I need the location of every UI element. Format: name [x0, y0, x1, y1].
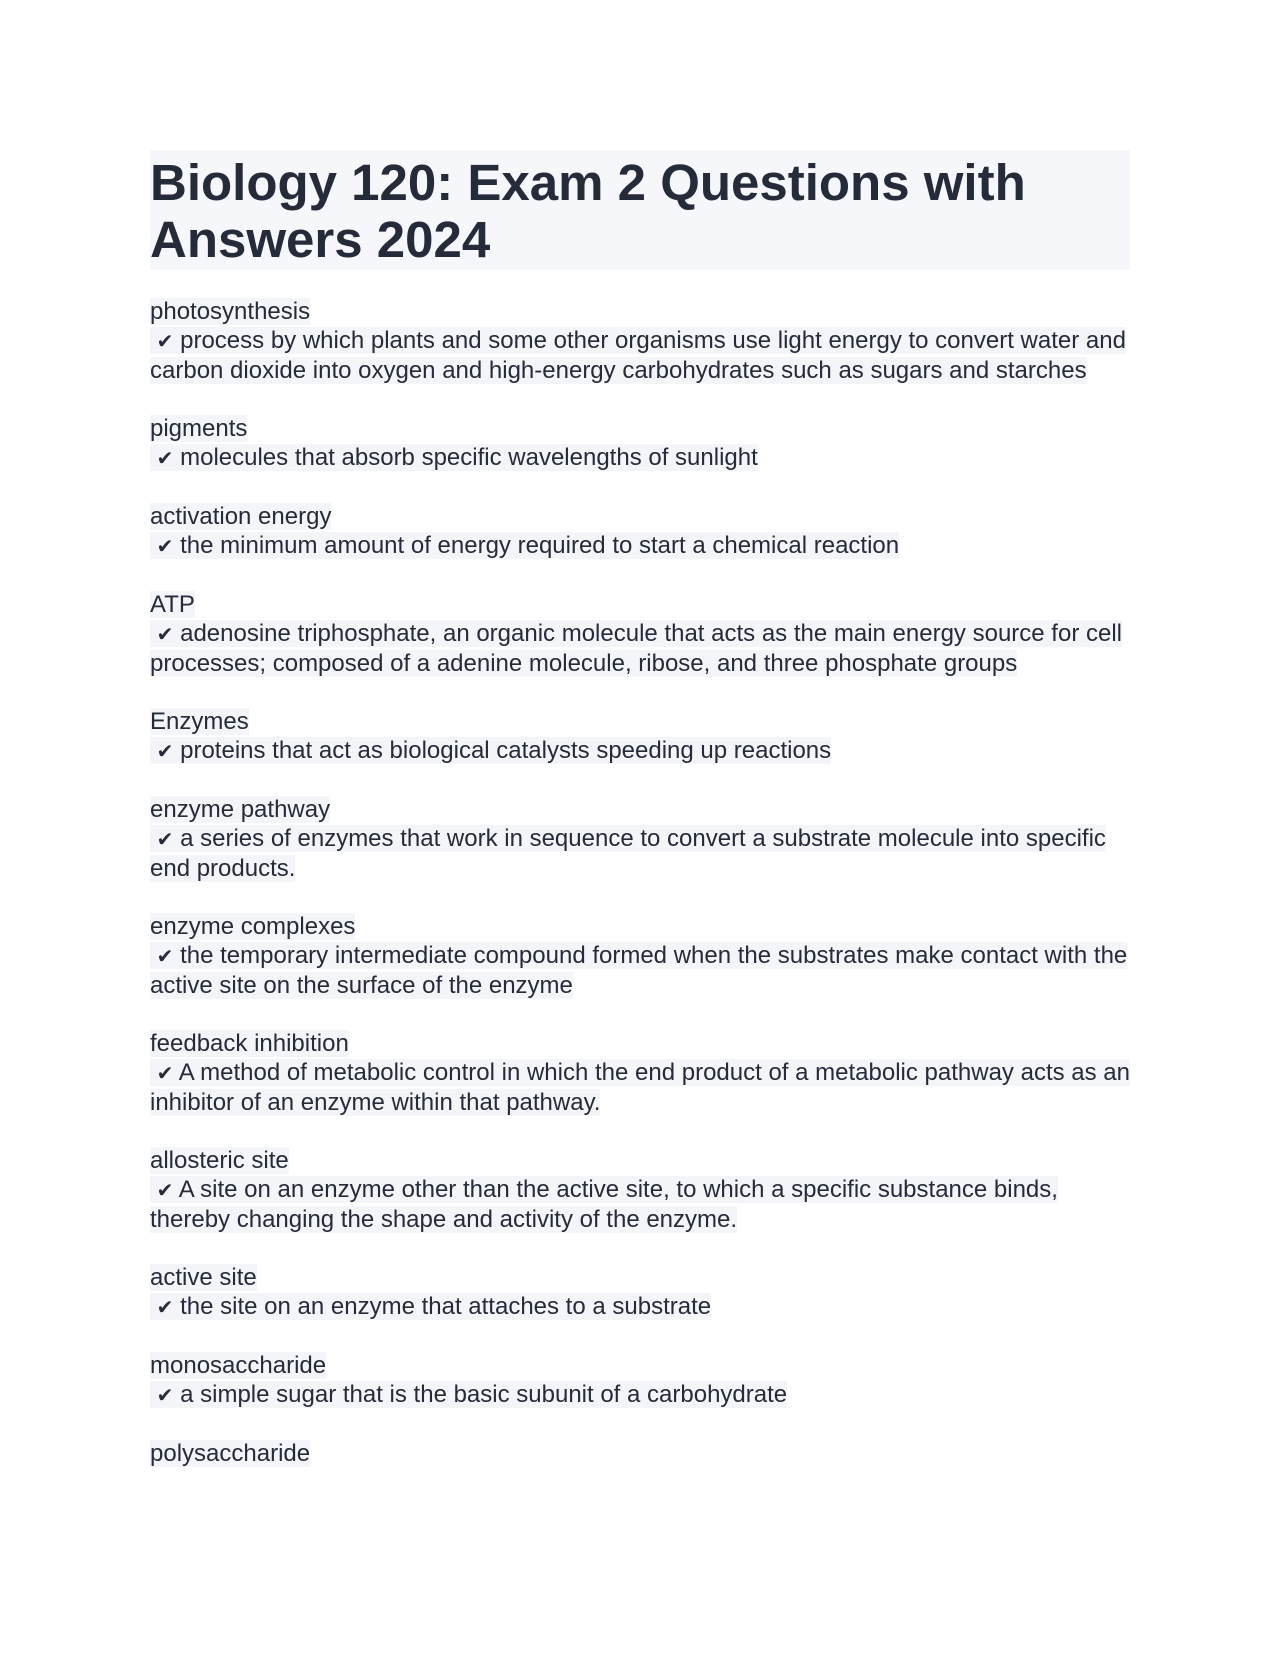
answer — [150, 1381, 787, 1408]
answer-text: the minimum amount of energy required to start a chemical reaction — [180, 532, 900, 559]
term: activation energy — [150, 503, 332, 530]
qa-item — [150, 1146, 1130, 1234]
qa-item — [150, 590, 1130, 678]
qa-item — [150, 297, 1130, 385]
check-icon: ✔ — [156, 1383, 174, 1407]
check-icon: ✔ — [156, 1061, 174, 1085]
answer — [150, 942, 1127, 999]
answer-text: A method of metabolic control in which the end product of a metabolic pathway acts as an inhibitor of an enzyme within that pathway. — [150, 1059, 1130, 1116]
answer — [150, 825, 1106, 882]
term: photosynthesis — [150, 298, 311, 325]
answer-text: a simple sugar that is the basic subunit of a carbohydrate — [180, 1381, 788, 1408]
answer — [150, 737, 831, 764]
term: Enzymes — [150, 708, 249, 735]
answer-text: a series of enzymes that work in sequence to convert a substrate molecule into specific end products. — [150, 825, 1106, 882]
answer-text: the site on an enzyme that attaches to a substrate — [180, 1293, 712, 1320]
term: enzyme complexes — [150, 913, 356, 940]
answer-text: process by which plants and some other organisms use light energy to convert water and carbon dioxide into oxygen and high-energy carbohydrates such as sugars and starches — [150, 327, 1126, 384]
term: feedback inhibition — [150, 1030, 349, 1057]
qa-item — [150, 414, 1130, 473]
qa-item — [150, 795, 1130, 883]
term: pigments — [150, 415, 248, 442]
check-icon: ✔ — [156, 944, 174, 968]
answer — [150, 444, 758, 471]
answer-text: adenosine triphosphate, an organic molecule that acts as the main energy source for cell processes; composed of a adenine molecule, ribose, and three phosphate groups — [150, 620, 1122, 677]
answer — [150, 1293, 711, 1320]
qa-item — [150, 707, 1130, 766]
answer — [150, 1176, 1058, 1233]
answer — [150, 532, 899, 559]
answer-text: molecules that absorb specific wavelengths of sunlight — [180, 444, 758, 471]
check-icon: ✔ — [156, 329, 174, 353]
term: ATP — [150, 591, 195, 618]
answer-text: proteins that act as biological catalysts speeding up reactions — [180, 737, 832, 764]
qa-item — [150, 502, 1130, 561]
check-icon: ✔ — [156, 446, 174, 470]
answer — [150, 620, 1122, 677]
term: monosaccharide — [150, 1352, 327, 1379]
qa-item — [150, 1029, 1130, 1117]
check-icon: ✔ — [156, 534, 174, 558]
term: active site — [150, 1264, 257, 1291]
answer-text: the temporary intermediate compound formed when the substrates make contact with the active site on the surface of the enzyme — [150, 942, 1128, 999]
check-icon: ✔ — [156, 739, 174, 763]
answer — [150, 1059, 1130, 1116]
qa-list — [150, 297, 1130, 1468]
answer — [150, 327, 1126, 384]
term: enzyme pathway — [150, 796, 331, 823]
qa-item — [150, 1439, 1130, 1468]
check-icon: ✔ — [156, 622, 174, 646]
qa-item — [150, 912, 1130, 1000]
document-title: Biology 120: Exam 2 Questions with Answers 2024 — [150, 150, 1130, 270]
qa-item — [150, 1351, 1130, 1410]
term: allosteric site — [150, 1147, 289, 1174]
qa-item — [150, 1263, 1130, 1322]
answer-text: A site on an enzyme other than the active site, to which a specific substance binds, thereby changing the shape and activity of the enzyme. — [150, 1176, 1058, 1233]
check-icon: ✔ — [156, 1295, 174, 1319]
term: polysaccharide — [150, 1440, 311, 1467]
document-page — [150, 150, 1130, 1497]
check-icon: ✔ — [156, 1178, 174, 1202]
check-icon: ✔ — [156, 827, 174, 851]
